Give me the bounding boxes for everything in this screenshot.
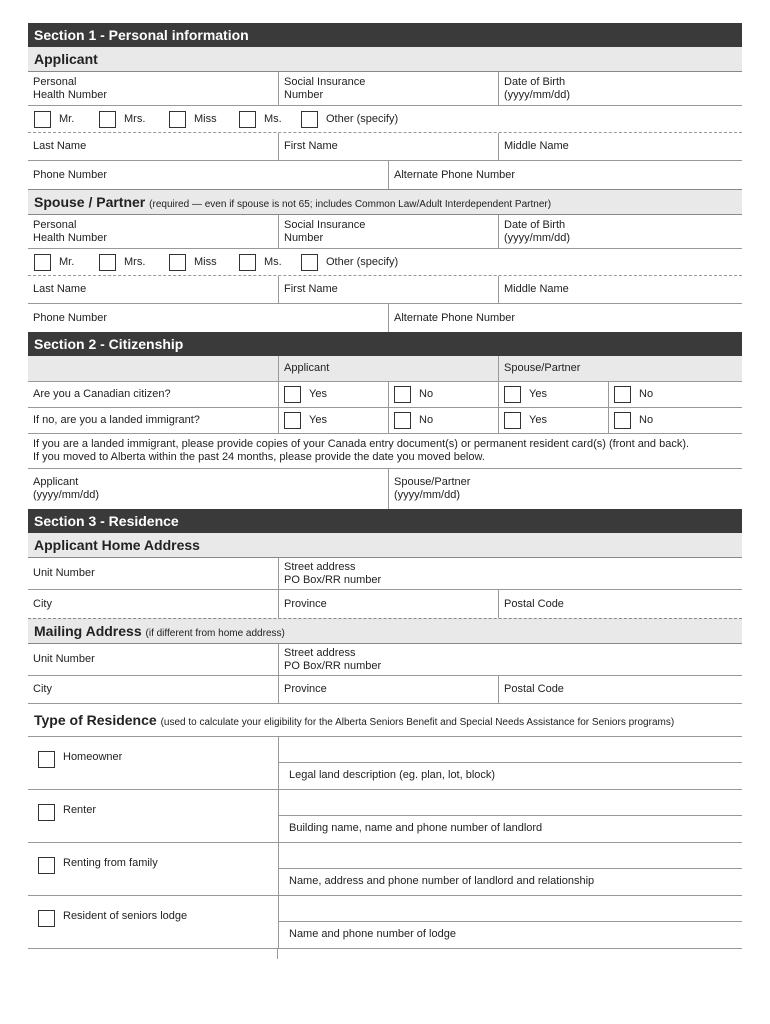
- mailing-city-row: [28, 676, 742, 704]
- applicant-title-row: [28, 106, 742, 133]
- applicant-heading: Applicant: [28, 47, 742, 72]
- applicant-id-row: [28, 72, 742, 106]
- home-street-field[interactable]: Street address PO Box/RR number: [278, 558, 742, 589]
- application-form: [28, 23, 742, 959]
- checkbox-icon[interactable]: [34, 254, 51, 271]
- mailing-street-field[interactable]: Street address PO Box/RR number: [278, 644, 742, 675]
- checkbox-icon[interactable]: [504, 412, 521, 429]
- mailing-address-heading: Mailing Address (if different from home address): [28, 618, 742, 644]
- home-street-row: [28, 558, 742, 590]
- checkbox-icon[interactable]: [394, 386, 411, 403]
- renter-checkbox-icon[interactable]: [38, 804, 55, 821]
- section-2-heading: Section 2 - Citizenship: [28, 332, 742, 356]
- mailing-postal-field[interactable]: Postal Code: [498, 676, 742, 703]
- section-1-heading: Section 1 - Personal information: [28, 23, 742, 47]
- checkbox-icon[interactable]: [284, 386, 301, 403]
- applicant-alt-phone-field[interactable]: Alternate Phone Number: [388, 161, 742, 189]
- applicant-title-other[interactable]: Other (specify): [301, 111, 398, 128]
- checkbox-icon[interactable]: [239, 254, 256, 271]
- spouse-citizen-no[interactable]: No: [608, 382, 742, 407]
- checkbox-icon[interactable]: [301, 254, 318, 271]
- spouse-title-miss[interactable]: Miss: [169, 254, 239, 271]
- spouse-title-other[interactable]: Other (specify): [301, 254, 398, 271]
- checkbox-icon[interactable]: [614, 412, 631, 429]
- residence-option-renter: Renter Building name, name and phone number of landlord: [28, 790, 742, 843]
- spouse-phone-field[interactable]: Phone Number: [33, 311, 107, 324]
- mailing-street-row: [28, 644, 742, 676]
- spouse-first-name-field[interactable]: First Name: [278, 276, 498, 303]
- spouse-title-mrs[interactable]: Mrs.: [99, 254, 169, 271]
- spouse-title-mr[interactable]: Mr.: [34, 254, 99, 271]
- spouse-phn-field[interactable]: Personal Health Number: [33, 218, 107, 244]
- residence-type-heading: Type of Residence (used to calculate your eligibility for the Alberta Seniors Benefit and Special Needs Assistance for Seniors programs): [28, 704, 742, 737]
- spouse-title-ms[interactable]: Ms.: [239, 254, 301, 271]
- lodge-checkbox-icon[interactable]: [38, 910, 55, 927]
- spouse-sin-field[interactable]: Social Insurance Number: [278, 215, 498, 248]
- home-postal-field[interactable]: Postal Code: [498, 590, 742, 618]
- spouse-middle-name-field[interactable]: Middle Name: [498, 276, 742, 303]
- citizenship-instructions: If you are a landed immigrant, please provide copies of your Canada entry document(s) or permanent resident card(s) (front and back). If you moved to Alberta within the past 24 months, please provide the date you moved below.: [28, 434, 742, 469]
- checkbox-icon[interactable]: [99, 254, 116, 271]
- mailing-unit-field[interactable]: Unit Number: [33, 653, 95, 665]
- applicant-immigrant-yes[interactable]: Yes: [278, 408, 388, 433]
- family-checkbox-icon[interactable]: [38, 857, 55, 874]
- spouse-immigrant-no[interactable]: No: [608, 408, 742, 433]
- checkbox-icon[interactable]: [169, 111, 186, 128]
- citizenship-header-row: [28, 356, 742, 382]
- residence-option-family: Renting from family Name, address and phone number of landlord and relationship: [28, 843, 742, 896]
- home-address-heading: Applicant Home Address: [28, 533, 742, 558]
- applicant-citizen-no[interactable]: No: [388, 382, 498, 407]
- applicant-phn-field[interactable]: Personal Health Number: [33, 75, 107, 101]
- checkbox-icon[interactable]: [169, 254, 186, 271]
- spouse-phone-row: [28, 304, 742, 332]
- checkbox-icon[interactable]: [504, 386, 521, 403]
- applicant-immigrant-no[interactable]: No: [388, 408, 498, 433]
- applicant-name-row: [28, 133, 742, 161]
- homeowner-detail-field[interactable]: Legal land description (eg. plan, lot, block): [278, 737, 742, 789]
- move-date-row: [28, 469, 742, 509]
- applicant-phone-field[interactable]: Phone Number: [33, 168, 107, 181]
- spouse-immigrant-yes[interactable]: Yes: [498, 408, 608, 433]
- home-city-row: [28, 590, 742, 618]
- checkbox-icon[interactable]: [394, 412, 411, 429]
- spouse-id-row: [28, 215, 742, 249]
- applicant-citizen-yes[interactable]: Yes: [278, 382, 388, 407]
- spouse-heading: Spouse / Partner (required — even if spouse is not 65; includes Common Law/Adult Interdependent Partner): [28, 189, 742, 215]
- mailing-province-field[interactable]: Province: [278, 676, 498, 703]
- homeowner-checkbox-icon[interactable]: [38, 751, 55, 768]
- landed-immigrant-row: [28, 408, 742, 434]
- applicant-title-ms[interactable]: Ms.: [239, 111, 301, 128]
- applicant-middle-name-field[interactable]: Middle Name: [498, 133, 742, 160]
- checkbox-icon[interactable]: [301, 111, 318, 128]
- spouse-citizen-yes[interactable]: Yes: [498, 382, 608, 407]
- residence-option-lodge: Resident of seniors lodge Name and phone number of lodge: [28, 896, 742, 949]
- applicant-dob-field[interactable]: Date of Birth (yyyy/mm/dd): [498, 72, 742, 105]
- checkbox-icon[interactable]: [614, 386, 631, 403]
- applicant-move-date-field[interactable]: Applicant (yyyy/mm/dd): [33, 476, 99, 501]
- checkbox-icon[interactable]: [284, 412, 301, 429]
- spouse-alt-phone-field[interactable]: Alternate Phone Number: [388, 304, 742, 332]
- residence-option-homeowner: Homeowner Legal land description (eg. plan, lot, block): [28, 737, 742, 790]
- spouse-dob-field[interactable]: Date of Birth (yyyy/mm/dd): [498, 215, 742, 248]
- home-unit-field[interactable]: Unit Number: [33, 567, 95, 579]
- mailing-city-field[interactable]: City: [33, 683, 52, 695]
- checkbox-icon[interactable]: [34, 111, 51, 128]
- applicant-first-name-field[interactable]: First Name: [278, 133, 498, 160]
- applicant-title-miss[interactable]: Miss: [169, 111, 239, 128]
- applicant-sin-field[interactable]: Social Insurance Number: [278, 72, 498, 105]
- home-city-field[interactable]: City: [33, 597, 52, 610]
- spouse-move-date-field[interactable]: Spouse/Partner (yyyy/mm/dd): [388, 469, 742, 509]
- col-spouse: Spouse/Partner: [498, 356, 742, 381]
- checkbox-icon[interactable]: [239, 111, 256, 128]
- home-province-field[interactable]: Province: [278, 590, 498, 618]
- family-detail-field[interactable]: Name, address and phone number of landlord and relationship: [278, 843, 742, 895]
- landed-immigrant-question: If no, are you a landed immigrant?: [33, 414, 200, 426]
- col-applicant: Applicant: [278, 356, 498, 381]
- applicant-title-mrs[interactable]: Mrs.: [99, 111, 169, 128]
- checkbox-icon[interactable]: [99, 111, 116, 128]
- spouse-title-row: [28, 249, 742, 276]
- canadian-citizen-question: Are you a Canadian citizen?: [33, 388, 171, 400]
- applicant-title-mr[interactable]: Mr.: [34, 111, 99, 128]
- spouse-last-name-field[interactable]: Last Name: [33, 283, 87, 295]
- spouse-name-row: [28, 276, 742, 304]
- applicant-phone-row: [28, 161, 742, 189]
- lodge-detail-field[interactable]: Name and phone number of lodge: [278, 896, 742, 948]
- section-3-heading: Section 3 - Residence: [28, 509, 742, 533]
- canadian-citizen-row: [28, 382, 742, 408]
- renter-detail-field[interactable]: Building name, name and phone number of landlord: [278, 790, 742, 842]
- applicant-last-name-field[interactable]: Last Name: [33, 140, 87, 152]
